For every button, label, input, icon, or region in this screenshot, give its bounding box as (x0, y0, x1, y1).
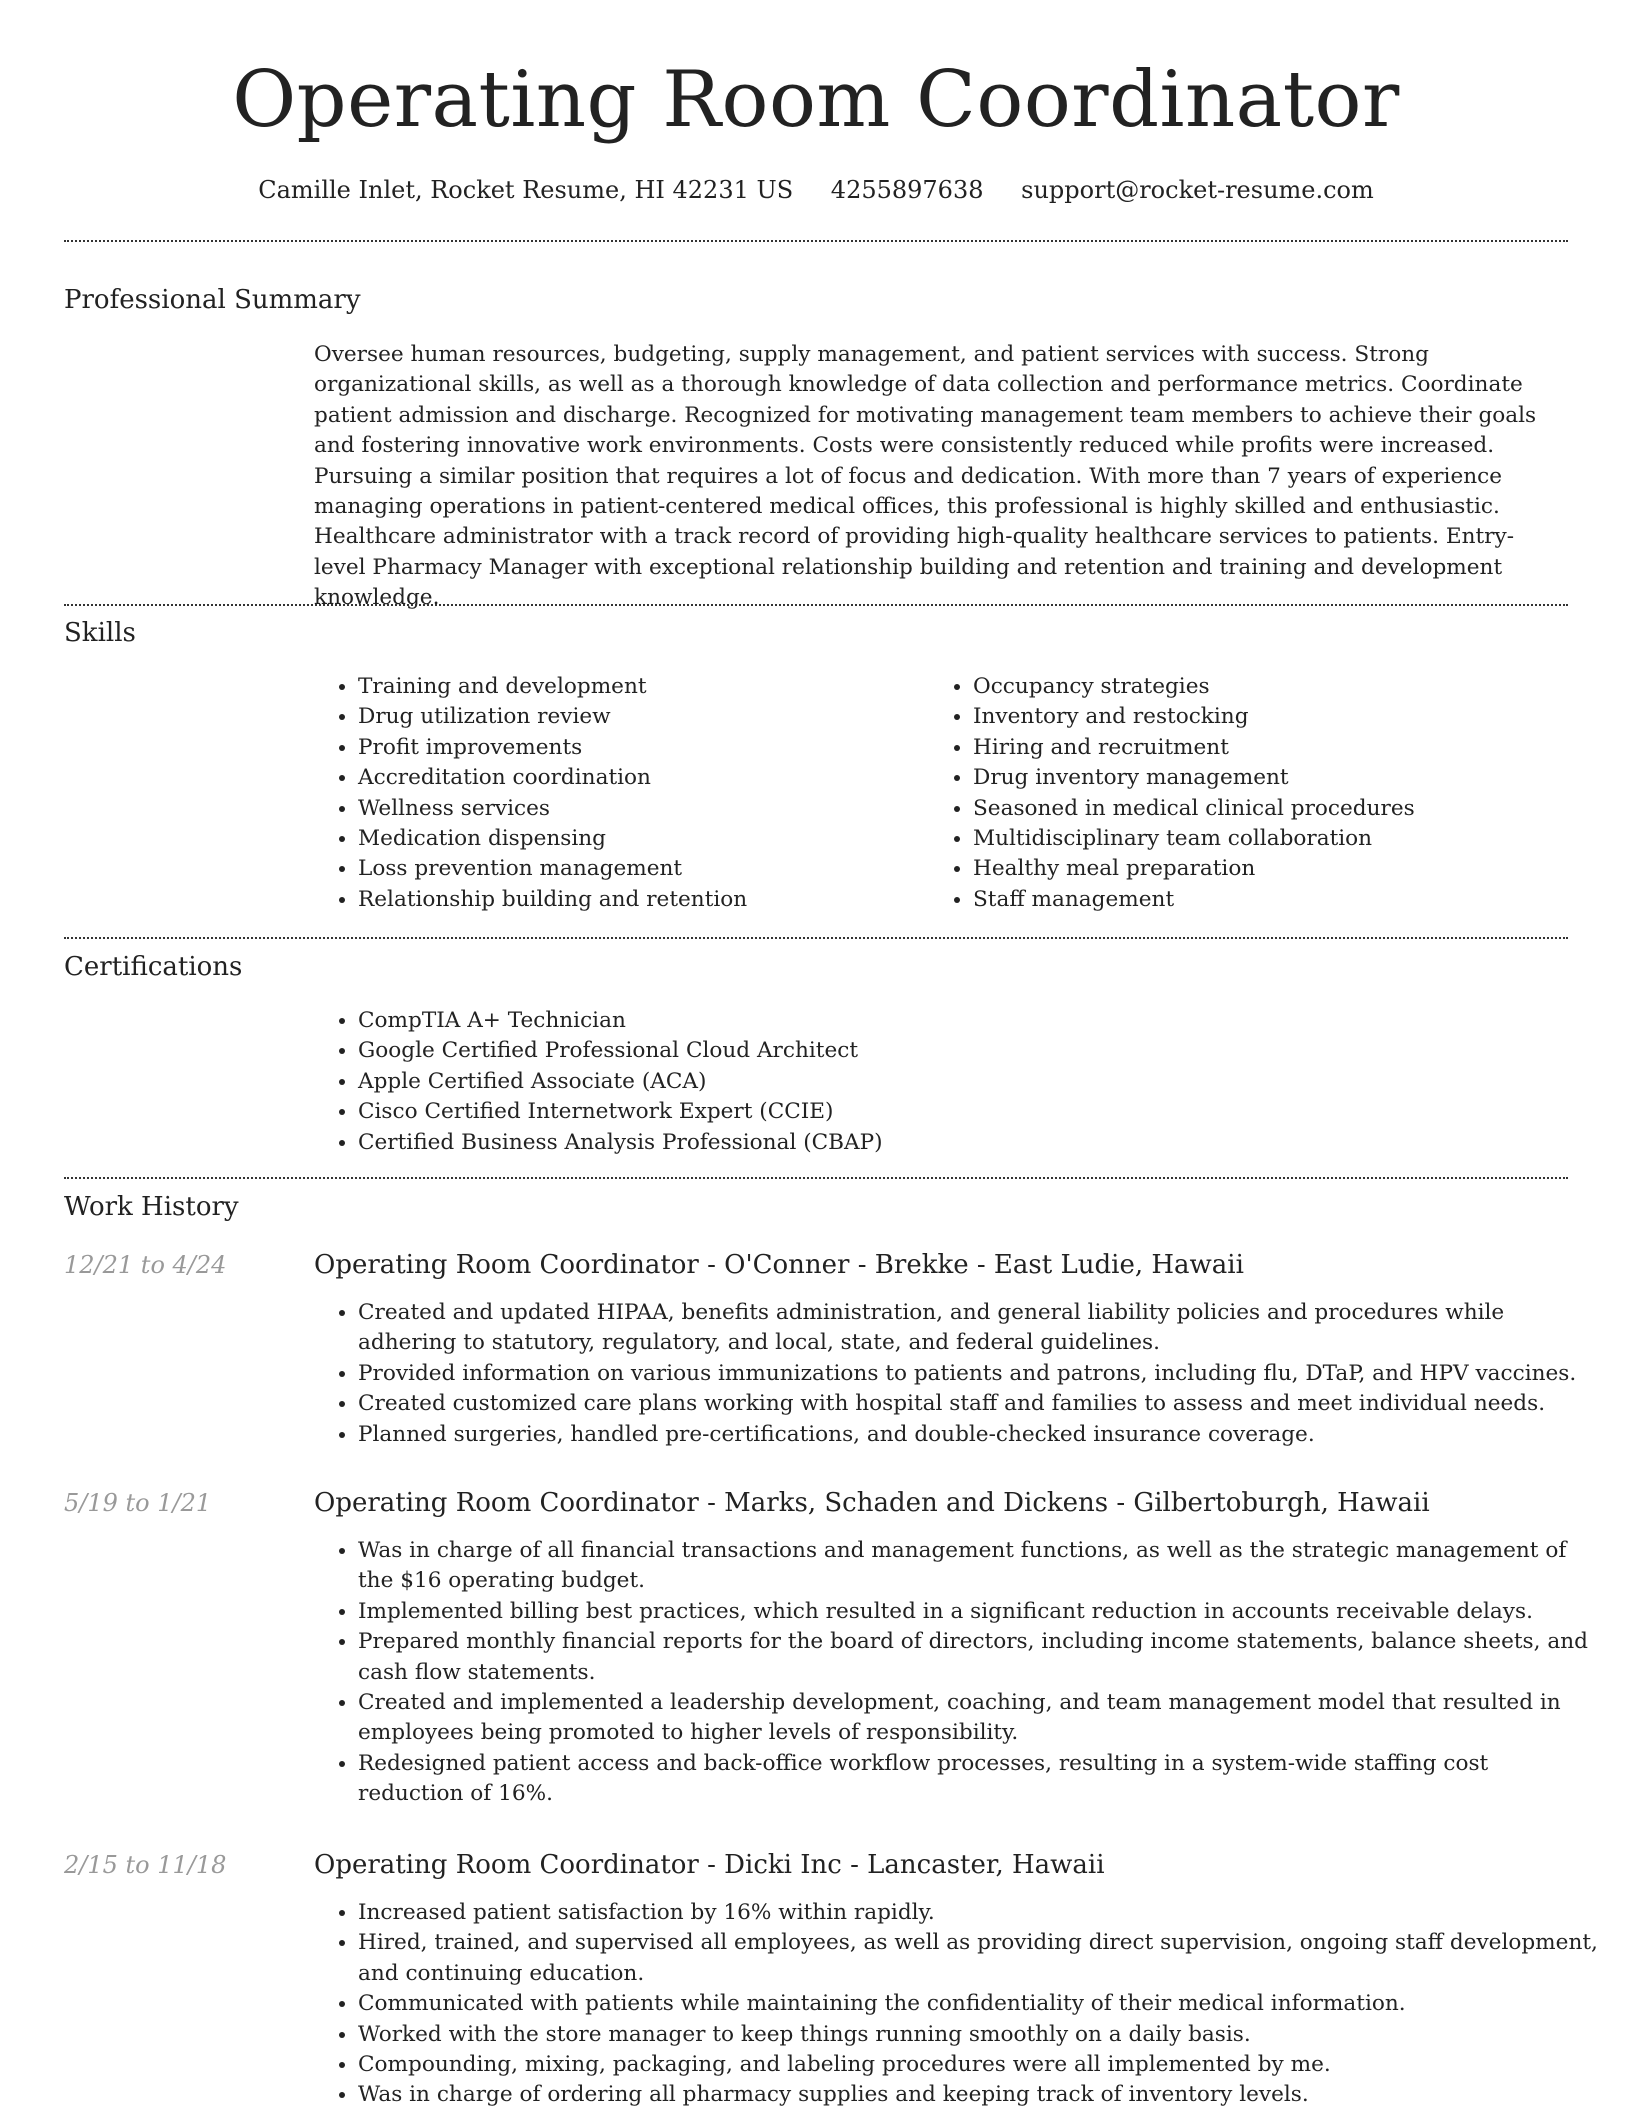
skills-list-left (314, 672, 918, 915)
skill-item: • Inventory and restocking (973, 702, 1593, 732)
section-divider (64, 604, 1568, 606)
certification-item: • Apple Certified Associate (ACA) (358, 1067, 1598, 1097)
skill-item: • Drug inventory management (973, 763, 1593, 793)
skills-list-right (929, 672, 1593, 915)
certifications-heading: Certifications (64, 952, 243, 982)
candidate-name: Operating Room Coordinator (232, 55, 1400, 145)
job-bullet: • Hired, trained, and supervised all employees, as well as providing direct supervision, ongoing staff development, and continuing education. (358, 1928, 1598, 1989)
contact-address: Camille Inlet, Rocket Resume, HI 42231 US (258, 176, 794, 204)
skill-item: • Staff management (973, 885, 1593, 915)
job-bullet: • Redesigned patient access and back-office workflow processes, resulting in a system-wide staffing cost reduction of 16%. (358, 1749, 1598, 1810)
skills-heading: Skills (64, 618, 136, 648)
job-bullet: • Increased patient satisfaction by 16% within rapidly. (358, 1898, 1598, 1928)
certification-item: • CompTIA A+ Technician (358, 1006, 1598, 1036)
job-dates: 12/21 to 4/24 (64, 1251, 227, 1279)
certification-item: • Certified Business Analysis Professional (CBAP) (358, 1128, 1598, 1158)
job-dates: 2/15 to 11/18 (64, 1851, 227, 1879)
job-bullets (314, 1298, 1598, 1450)
summary-heading: Professional Summary (64, 285, 361, 315)
job-bullet: • Prepared monthly financial reports for the board of directors, including income statements, balance sheets, and cash flow statements. (358, 1627, 1598, 1688)
job-bullet: • Was in charge of all financial transactions and management functions, as well as the strategic management of the $16 operating budget. (358, 1536, 1598, 1597)
skill-item: • Seasoned in medical clinical procedures (973, 794, 1593, 824)
job-bullet: • Implemented billing best practices, which resulted in a significant reduction in accounts receivable delays. (358, 1597, 1598, 1627)
job-bullet: • Provided information on various immunizations to patients and patrons, including flu, DTaP, and HPV vaccines. (358, 1359, 1598, 1389)
job-bullet: • Created and implemented a leadership development, coaching, and team management model that resulted in employees being promoted to higher levels of responsibility. (358, 1688, 1598, 1749)
job-bullet: • Worked with the store manager to keep things running smoothly on a daily basis. (358, 2020, 1598, 2050)
contact-line (0, 170, 1632, 210)
job-bullet: • Was in charge of ordering all pharmacy supplies and keeping track of inventory levels. (358, 2080, 1598, 2110)
job-title: Operating Room Coordinator - O'Conner - Brekke - East Ludie, Hawaii (314, 1250, 1244, 1280)
summary-text: Oversee human resources, budgeting, supply management, and patient services with success. Strong organizational skills, as well as a thorough knowledge of data collection and performance metrics. Coordinate patient admission and discharge. Recognized for motivating management team members to achieve their goals and fostering innovative work environments. Costs were consistently reduced while profits were increased. Pursuing a similar position that requires a lot of focus and dedication. With more than 7 years of experience managing operations in patient-centered medical offices, this professional is highly skilled and enthusiastic. Healthcare administrator with a track record of providing high-quality healthcare services to patients. Entry-level Pharmacy Manager with exceptional relationship building and retention and training and development knowledge. (314, 342, 1537, 611)
contact-phone: 4255897638 (830, 176, 984, 204)
job-bullet: • Created customized care plans working with hospital staff and families to assess and meet individual needs. (358, 1389, 1598, 1419)
certifications-list (314, 1006, 1598, 1158)
job-bullet: • Created and updated HIPAA, benefits administration, and general liability policies and procedures while adhering to statutory, regulatory, and local, state, and federal guidelines. (358, 1298, 1598, 1359)
job-bullet: • Communicated with patients while maintaining the confidentiality of their medical information. (358, 1989, 1598, 2019)
work-history-heading: Work History (64, 1192, 239, 1222)
skill-item: • Training and development (358, 672, 918, 702)
skill-item: • Drug utilization review (358, 702, 918, 732)
certification-item: • Google Certified Professional Cloud Architect (358, 1036, 1598, 1066)
section-divider (64, 1177, 1568, 1179)
skill-item: • Profit improvements (358, 733, 918, 763)
skill-item: • Hiring and recruitment (973, 733, 1593, 763)
section-divider (64, 240, 1568, 242)
skill-item: • Healthy meal preparation (973, 854, 1593, 884)
job-bullets (314, 1898, 1598, 2111)
skill-item: • Loss prevention management (358, 854, 918, 884)
section-divider (64, 937, 1568, 939)
contact-email: support@rocket-resume.com (1021, 176, 1374, 204)
job-title: Operating Room Coordinator - Dicki Inc - Lancaster, Hawaii (314, 1850, 1105, 1880)
skill-item: • Wellness services (358, 794, 918, 824)
skill-item: • Accreditation coordination (358, 763, 918, 793)
skill-item: • Medication dispensing (358, 824, 918, 854)
job-bullet: • Planned surgeries, handled pre-certifications, and double-checked insurance coverage. (358, 1420, 1598, 1450)
skill-item: • Multidisciplinary team collaboration (973, 824, 1593, 854)
skill-item: • Relationship building and retention (358, 885, 918, 915)
certification-item: • Cisco Certified Internetwork Expert (CCIE) (358, 1097, 1598, 1127)
skill-item: • Occupancy strategies (973, 672, 1593, 702)
job-bullet: • Compounding, mixing, packaging, and labeling procedures were all implemented by me. (358, 2050, 1598, 2080)
job-title: Operating Room Coordinator - Marks, Schaden and Dickens - Gilbertoburgh, Hawaii (314, 1488, 1430, 1518)
job-dates: 5/19 to 1/21 (64, 1489, 212, 1517)
job-bullets (314, 1536, 1598, 1810)
